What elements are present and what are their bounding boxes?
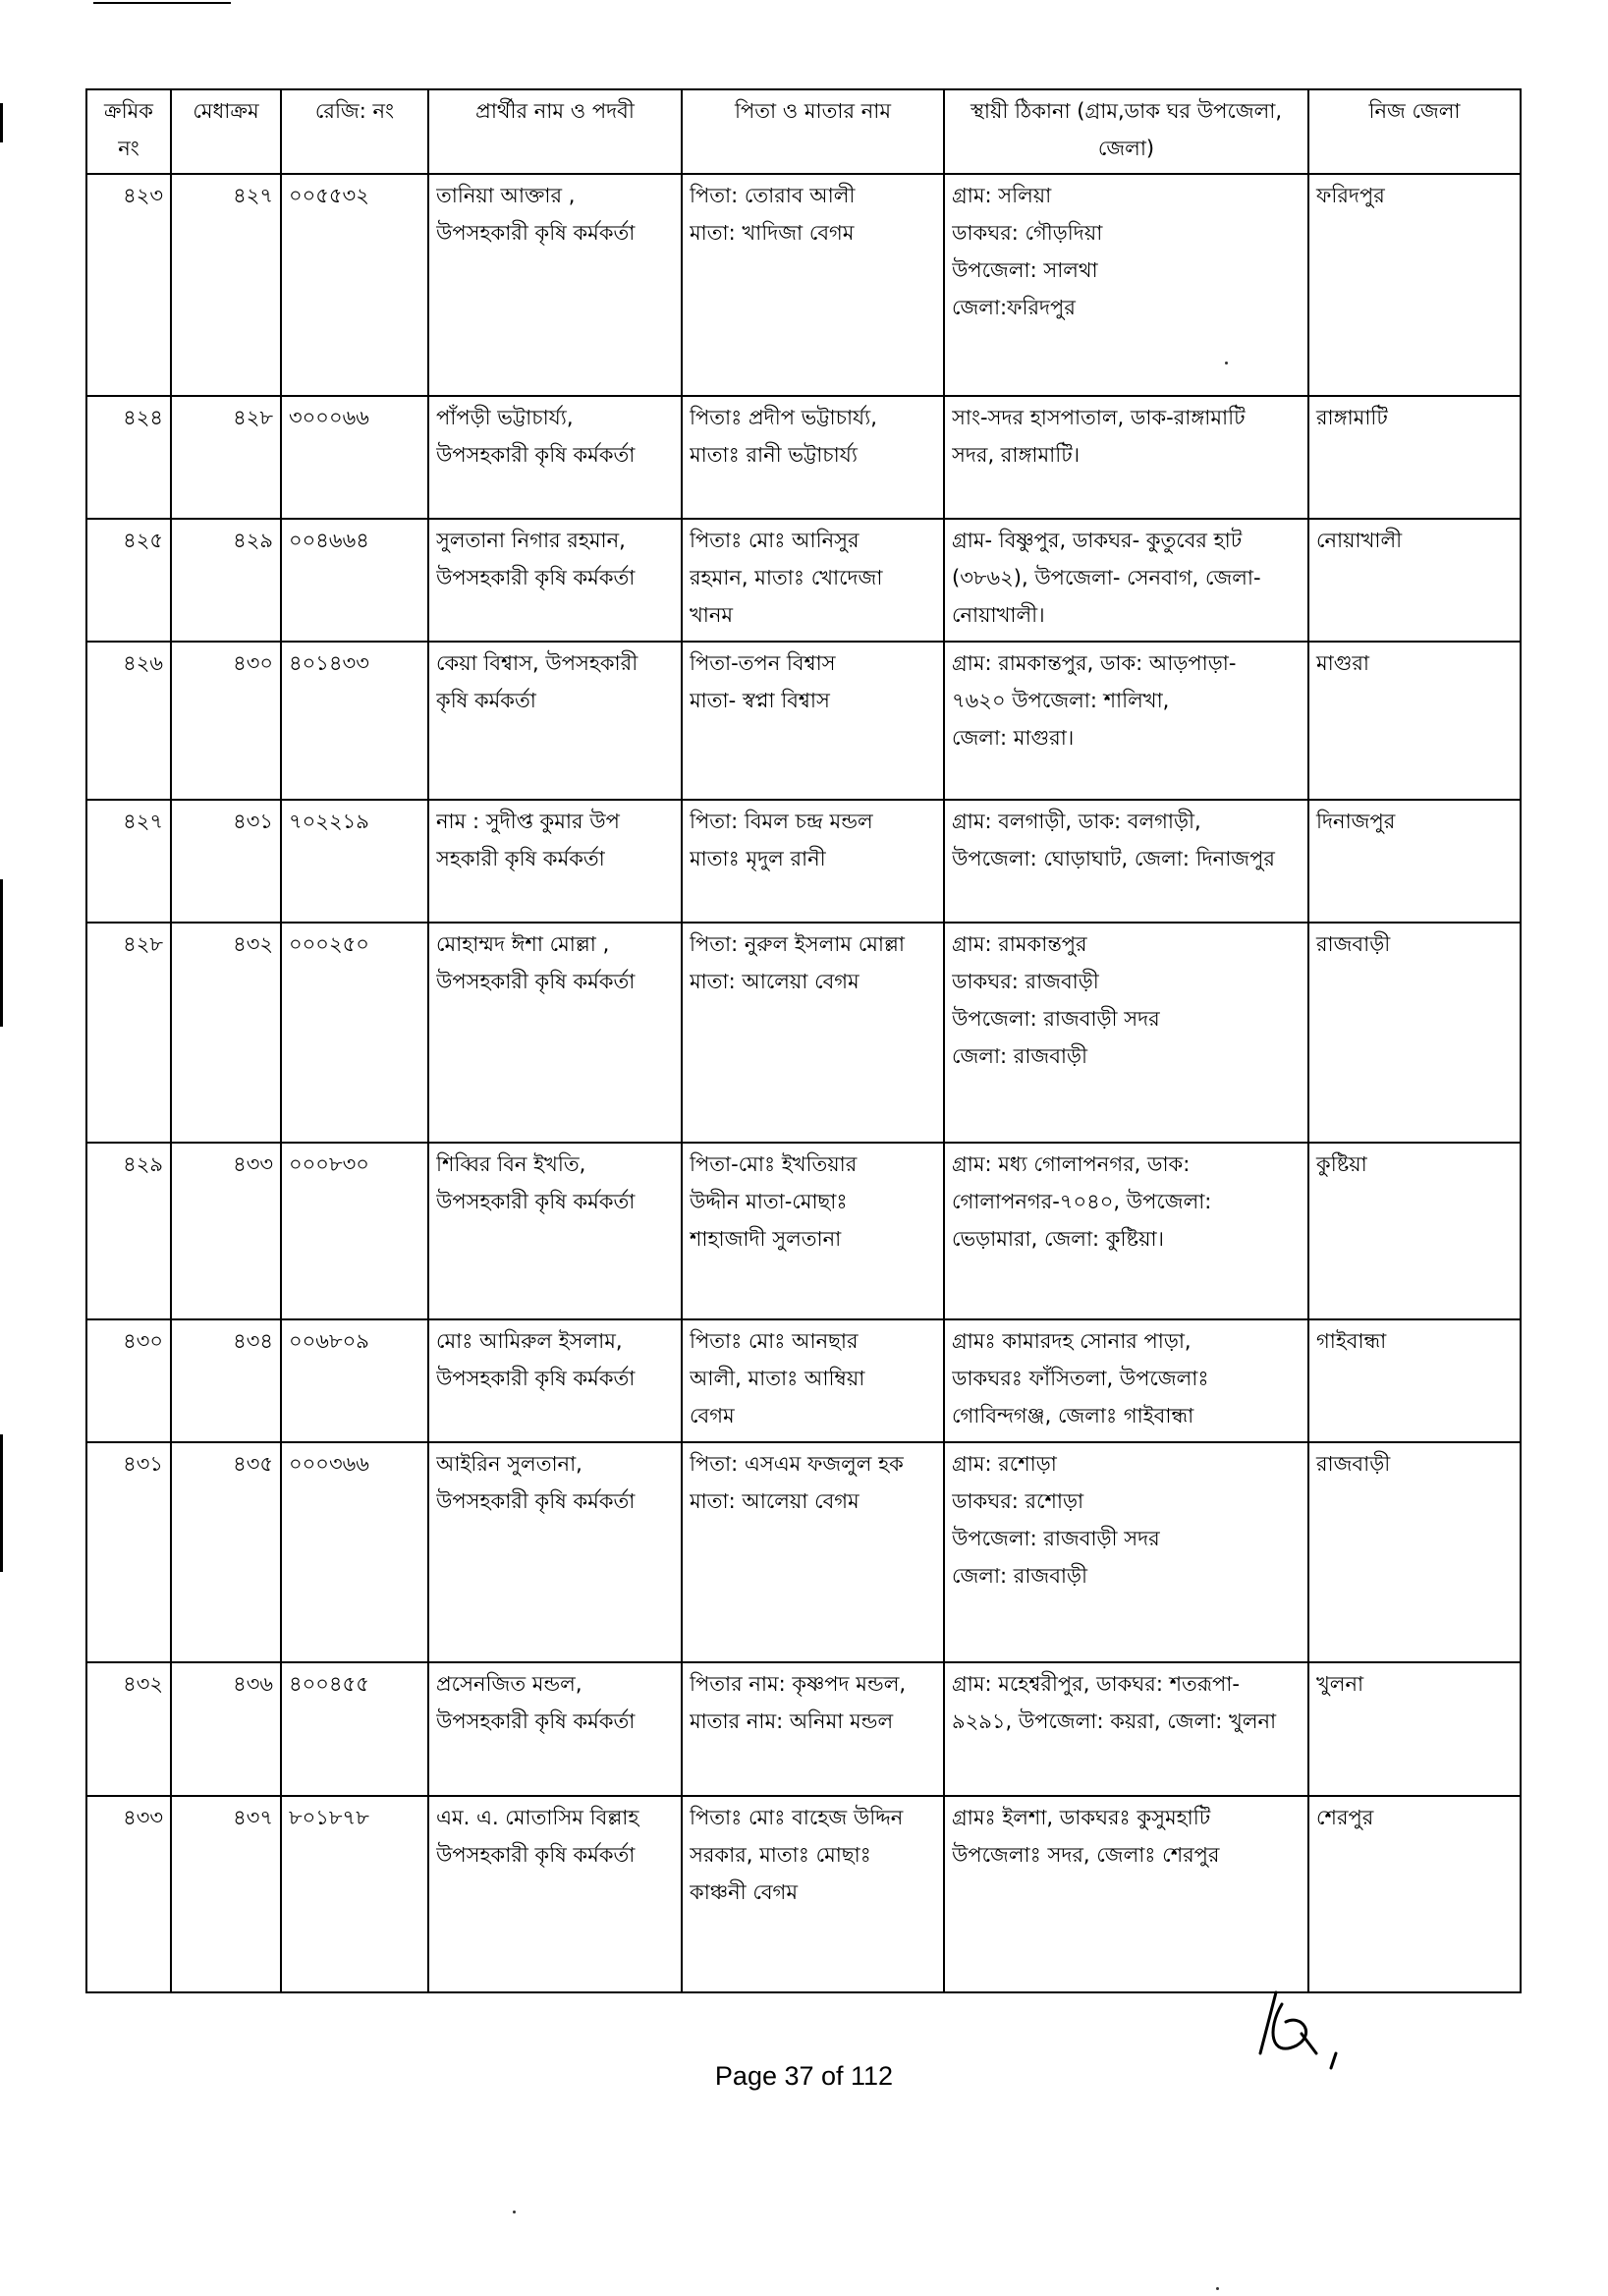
table-row xyxy=(86,1796,1521,1992)
reg-no-cell: ৮০১৮৭৮ xyxy=(281,1796,428,1992)
address-line: গ্রাম: রামকান্তপুর xyxy=(952,932,1087,956)
header-row xyxy=(86,89,1521,174)
address-line: জেলা: মাগুরা। xyxy=(952,726,1075,750)
address-cell xyxy=(944,1662,1308,1796)
table-row xyxy=(86,174,1521,396)
parents-line: পিতাঃ মোঃ বাহেজ উদ্দিন xyxy=(690,1806,904,1829)
page-number: Page 37 of 112 xyxy=(714,2061,894,2091)
parents-line: পিতা: তোরাব আলী xyxy=(690,184,856,207)
table-row xyxy=(86,923,1521,1143)
name-designation-cell xyxy=(428,1319,682,1442)
name-designation-cell xyxy=(428,923,682,1143)
serial-cell: ৪৩০ xyxy=(86,1319,171,1442)
parents-cell xyxy=(682,800,944,923)
table-row xyxy=(86,1319,1521,1442)
name-designation-line: সহকারী কৃষি কর্মকর্তা xyxy=(436,847,605,870)
parents-line: মাতা: খাদিজা বেগম xyxy=(690,221,855,245)
merit-cell: ৪৩৪ xyxy=(171,1319,281,1442)
scan-edge-mark xyxy=(0,1434,3,1572)
parents-line: উদ্দীন মাতা-মোছাঃ xyxy=(690,1190,848,1213)
name-designation-line: কেয়া বিশ্বাস, উপসহকারী xyxy=(436,651,638,675)
parents-cell xyxy=(682,923,944,1143)
address-line: (৩৮৬২), উপজেলা- সেনবাগ, জেলা- xyxy=(952,566,1261,589)
address-cell xyxy=(944,1319,1308,1442)
address-cell xyxy=(944,800,1308,923)
merit-cell: ৪২৮ xyxy=(171,396,281,519)
name-designation-cell xyxy=(428,396,682,519)
name-designation-line: নাম : সুদীপ্ত কুমার উপ xyxy=(436,810,620,833)
table-row xyxy=(86,642,1521,800)
header-merit: মেধাক্রম xyxy=(171,89,281,174)
name-designation-cell xyxy=(428,1796,682,1992)
address-line: গোলাপনগর-৭০৪০, উপজেলা: xyxy=(952,1190,1212,1213)
reg-no-cell: ০০৪৬৬৪ xyxy=(281,519,428,642)
home-district-cell: দিনাজপুর xyxy=(1308,800,1521,923)
home-district-cell: শেরপুর xyxy=(1308,1796,1521,1992)
home-district-cell: রাজবাড়ী xyxy=(1308,923,1521,1143)
parents-line: খানম xyxy=(690,603,734,627)
address-cell xyxy=(944,174,1308,396)
address-cell xyxy=(944,642,1308,800)
table-row xyxy=(86,1143,1521,1319)
scan-edge-mark xyxy=(0,103,3,142)
home-district-cell: মাগুরা xyxy=(1308,642,1521,800)
name-designation-line: উপসহকারী কৃষি কর্মকর্তা xyxy=(436,1489,636,1513)
address-line: গ্রাম: বলগাড়ী, ডাক: বলগাড়ী, xyxy=(952,810,1201,833)
name-designation-line: উপসহকারী কৃষি কর্মকর্তা xyxy=(436,1843,636,1867)
address-line: জেলা:ফরিদপুর xyxy=(952,296,1076,319)
parents-line: মাতাঃ রানী ভট্টাচার্য্য xyxy=(690,443,858,467)
parents-cell xyxy=(682,519,944,642)
parents-cell xyxy=(682,174,944,396)
reg-no-cell: ০০০৮৩০ xyxy=(281,1143,428,1319)
scan-edge-mark xyxy=(0,879,3,1027)
parents-line: শাহাজাদী সুলতানা xyxy=(690,1227,842,1251)
scan-speck xyxy=(1216,2287,1219,2290)
table-body xyxy=(86,174,1521,1992)
address-cell xyxy=(944,1796,1308,1992)
merit-cell: ৪৩০ xyxy=(171,642,281,800)
header-serial: ক্রমিক নং xyxy=(86,89,171,174)
address-line: গ্রাম: মধ্য গোলাপনগর, ডাক: xyxy=(952,1152,1191,1176)
address-line: উপজেলা: ঘোড়াঘাট, জেলা: দিনাজপুর xyxy=(952,847,1275,870)
home-district-cell: খুলনা xyxy=(1308,1662,1521,1796)
address-line: ৭৬২০ উপজেলা: শালিখা, xyxy=(952,689,1170,712)
parents-line: বেগম xyxy=(690,1404,735,1428)
merit-cell: ৪৩২ xyxy=(171,923,281,1143)
serial-cell: ৪৩১ xyxy=(86,1442,171,1662)
address-line: জেলা: রাজবাড়ী xyxy=(952,1564,1088,1588)
parents-cell xyxy=(682,1442,944,1662)
scan-speck xyxy=(513,2211,516,2213)
name-designation-cell xyxy=(428,800,682,923)
merit-cell: ৪২৯ xyxy=(171,519,281,642)
name-designation-line: পাঁপড়ী ভট্টাচার্য্য, xyxy=(436,406,574,429)
reg-no-cell: ০০৬৮০৯ xyxy=(281,1319,428,1442)
reg-no-cell: ০০০২৫০ xyxy=(281,923,428,1143)
address-line: গ্রাম- বিষ্ণুপুর, ডাকঘর- কুতুবের হাট xyxy=(952,529,1243,552)
parents-cell xyxy=(682,1143,944,1319)
parents-line: পিতা: বিমল চন্দ্র মন্ডল xyxy=(690,810,873,833)
signature xyxy=(1243,1985,1380,2073)
serial-cell: ৪২৯ xyxy=(86,1143,171,1319)
header-reg-no: রেজি: নং xyxy=(281,89,428,174)
address-line: ডাকঘর: রশোড়া xyxy=(952,1489,1084,1513)
name-designation-line: উপসহকারী কৃষি কর্মকর্তা xyxy=(436,1190,636,1213)
parents-cell xyxy=(682,1319,944,1442)
parents-line: রহমান, মাতাঃ খোদেজা xyxy=(690,566,883,589)
top-rule xyxy=(93,2,231,4)
address-line: উপজেলা: সালথা xyxy=(952,258,1098,282)
merit-cell: ৪২৭ xyxy=(171,174,281,396)
scan-speck xyxy=(1225,362,1228,364)
parents-line: পিতা-তপন বিশ্বাস xyxy=(690,651,836,675)
parents-line: পিতার নাম: কৃষ্ণপদ মন্ডল, xyxy=(690,1672,907,1696)
name-designation-line: উপসহকারী কৃষি কর্মকর্তা xyxy=(436,221,636,245)
address-cell xyxy=(944,1442,1308,1662)
address-line: সদর, রাঙ্গামাটি। xyxy=(952,443,1081,467)
name-designation-cell xyxy=(428,1662,682,1796)
address-line: গ্রাম: রামকান্তপুর, ডাক: আড়পাড়া- xyxy=(952,651,1237,675)
name-designation-line: আইরিন সুলতানা, xyxy=(436,1452,582,1476)
address-line: গ্রাম: সলিয়া xyxy=(952,184,1052,207)
address-line: গ্রামঃ ইলশা, ডাকঘরঃ কুসুমহাটি xyxy=(952,1806,1211,1829)
serial-cell: ৪২৭ xyxy=(86,800,171,923)
home-district-cell: নোয়াখালী xyxy=(1308,519,1521,642)
home-district-cell: রাজবাড়ী xyxy=(1308,1442,1521,1662)
parents-line: সরকার, মাতাঃ মোছাঃ xyxy=(690,1843,871,1867)
address-line: ডাকঘর: গৌড়দিয়া xyxy=(952,221,1103,245)
parents-cell xyxy=(682,396,944,519)
home-district-cell: রাঙ্গামাটি xyxy=(1308,396,1521,519)
parents-line: পিতাঃ মোঃ আনছার xyxy=(690,1329,859,1353)
parents-line: মাতা: আলেয়া বেগম xyxy=(690,970,859,993)
table-row xyxy=(86,1442,1521,1662)
home-district-cell: কুষ্টিয়া xyxy=(1308,1143,1521,1319)
address-line: গ্রাম: মহেশ্বরীপুর, ডাকঘর: শতরূপা- xyxy=(952,1672,1240,1696)
serial-cell: ৪২৩ xyxy=(86,174,171,396)
name-designation-line: তানিয়া আক্তার , xyxy=(436,184,576,207)
serial-cell: ৪৩৩ xyxy=(86,1796,171,1992)
reg-no-cell: ৪০১৪৩৩ xyxy=(281,642,428,800)
name-designation-line: এম. এ. মোতাসিম বিল্লাহ xyxy=(436,1806,639,1829)
home-district-cell: ফরিদপুর xyxy=(1308,174,1521,396)
address-cell xyxy=(944,396,1308,519)
name-designation-line: শিব্বির বিন ইখতি, xyxy=(436,1152,586,1176)
home-district-cell: গাইবান্ধা xyxy=(1308,1319,1521,1442)
parents-line: মাতা- স্বপ্না বিশ্বাস xyxy=(690,689,830,712)
table-row xyxy=(86,800,1521,923)
address-line: উপজেলা: রাজবাড়ী সদর xyxy=(952,1007,1160,1031)
parents-line: পিতা: নুরুল ইসলাম মোল্লা xyxy=(690,932,905,956)
candidate-table xyxy=(85,88,1522,1993)
name-designation-cell xyxy=(428,1143,682,1319)
address-line: ডাকঘরঃ ফাঁসিতলা, উপজেলাঃ xyxy=(952,1367,1209,1390)
merit-cell: ৪৩১ xyxy=(171,800,281,923)
table-row xyxy=(86,1662,1521,1796)
name-designation-cell xyxy=(428,519,682,642)
table-row xyxy=(86,396,1521,519)
address-line: গোবিন্দগঞ্জ, জেলাঃ গাইবান্ধা xyxy=(952,1404,1194,1428)
serial-cell: ৪৩২ xyxy=(86,1662,171,1796)
name-designation-line: উপসহকারী কৃষি কর্মকর্তা xyxy=(436,1367,636,1390)
name-designation-cell xyxy=(428,1442,682,1662)
name-designation-cell xyxy=(428,642,682,800)
parents-line: আলী, মাতাঃ আম্বিয়া xyxy=(690,1367,865,1390)
parents-line: কাঞ্চনী বেগম xyxy=(690,1880,798,1904)
address-line: গ্রাম: রশোড়া xyxy=(952,1452,1057,1476)
header-parents: পিতা ও মাতার নাম xyxy=(682,89,944,174)
parents-line: পিতা: এসএম ফজলুল হক xyxy=(690,1452,904,1476)
name-designation-line: মোহাম্মদ ঈশা মোল্লা , xyxy=(436,932,610,956)
address-line: উপজেলা: রাজবাড়ী সদর xyxy=(952,1527,1160,1550)
parents-line: মাতার নাম: অনিমা মন্ডল xyxy=(690,1709,894,1733)
address-line: সাং-সদর হাসপাতাল, ডাক-রাঙ্গামাটি xyxy=(952,406,1246,429)
header-name-designation: প্রার্থীর নাম ও পদবী xyxy=(428,89,682,174)
address-cell xyxy=(944,923,1308,1143)
address-line: নোয়াখালী। xyxy=(952,603,1045,627)
header-home-district: নিজ জেলা xyxy=(1308,89,1521,174)
name-designation-line: উপসহকারী কৃষি কর্মকর্তা xyxy=(436,566,636,589)
parents-line: পিতাঃ মোঃ আনিসুর xyxy=(690,529,859,552)
reg-no-cell: ৪০০৪৫৫ xyxy=(281,1662,428,1796)
serial-cell: ৪২৪ xyxy=(86,396,171,519)
merit-cell: ৪৩৭ xyxy=(171,1796,281,1992)
parents-line: মাতাঃ মৃদুল রানী xyxy=(690,847,826,870)
address-cell xyxy=(944,1143,1308,1319)
name-designation-line: কৃষি কর্মকর্তা xyxy=(436,689,536,712)
address-line: উপজেলাঃ সদর, জেলাঃ শেরপুর xyxy=(952,1843,1220,1867)
table-row xyxy=(86,519,1521,642)
merit-cell: ৪৩৩ xyxy=(171,1143,281,1319)
serial-cell: ৪২৮ xyxy=(86,923,171,1143)
address-line: জেলা: রাজবাড়ী xyxy=(952,1044,1088,1068)
name-designation-line: উপসহকারী কৃষি কর্মকর্তা xyxy=(436,1709,636,1733)
header-address: স্থায়ী ঠিকানা (গ্রাম,ডাক ঘর উপজেলা, জেলা) xyxy=(944,89,1308,174)
parents-line: পিতাঃ প্রদীপ ভট্টাচার্য্য, xyxy=(690,406,877,429)
parents-cell xyxy=(682,642,944,800)
address-cell xyxy=(944,519,1308,642)
reg-no-cell: ০০০৩৬৬ xyxy=(281,1442,428,1662)
name-designation-cell xyxy=(428,174,682,396)
address-line: ভেড়ামারা, জেলা: কুষ্টিয়া। xyxy=(952,1227,1165,1251)
address-line: ৯২৯১, উপজেলা: কয়রা, জেলা: খুলনা xyxy=(952,1709,1277,1733)
parents-cell xyxy=(682,1662,944,1796)
name-designation-line: প্রসেনজিত মন্ডল, xyxy=(436,1672,582,1696)
serial-cell: ৪২৬ xyxy=(86,642,171,800)
reg-no-cell: ৩০০০৬৬ xyxy=(281,396,428,519)
address-line: গ্রামঃ কামারদহ সোনার পাড়া, xyxy=(952,1329,1192,1353)
address-line: ডাকঘর: রাজবাড়ী xyxy=(952,970,1099,993)
parents-line: পিতা-মোঃ ইখতিয়ার xyxy=(690,1152,858,1176)
reg-no-cell: ০০৫৫৩২ xyxy=(281,174,428,396)
reg-no-cell: ৭০২২১৯ xyxy=(281,800,428,923)
merit-cell: ৪৩৬ xyxy=(171,1662,281,1796)
merit-cell: ৪৩৫ xyxy=(171,1442,281,1662)
name-designation-line: উপসহকারী কৃষি কর্মকর্তা xyxy=(436,970,636,993)
parents-cell xyxy=(682,1796,944,1992)
parents-line: মাতা: আলেয়া বেগম xyxy=(690,1489,859,1513)
name-designation-line: মোঃ আমিরুল ইসলাম, xyxy=(436,1329,623,1353)
serial-cell: ৪২৫ xyxy=(86,519,171,642)
name-designation-line: উপসহকারী কৃষি কর্মকর্তা xyxy=(436,443,636,467)
name-designation-line: সুলতানা নিগার রহমান, xyxy=(436,529,626,552)
